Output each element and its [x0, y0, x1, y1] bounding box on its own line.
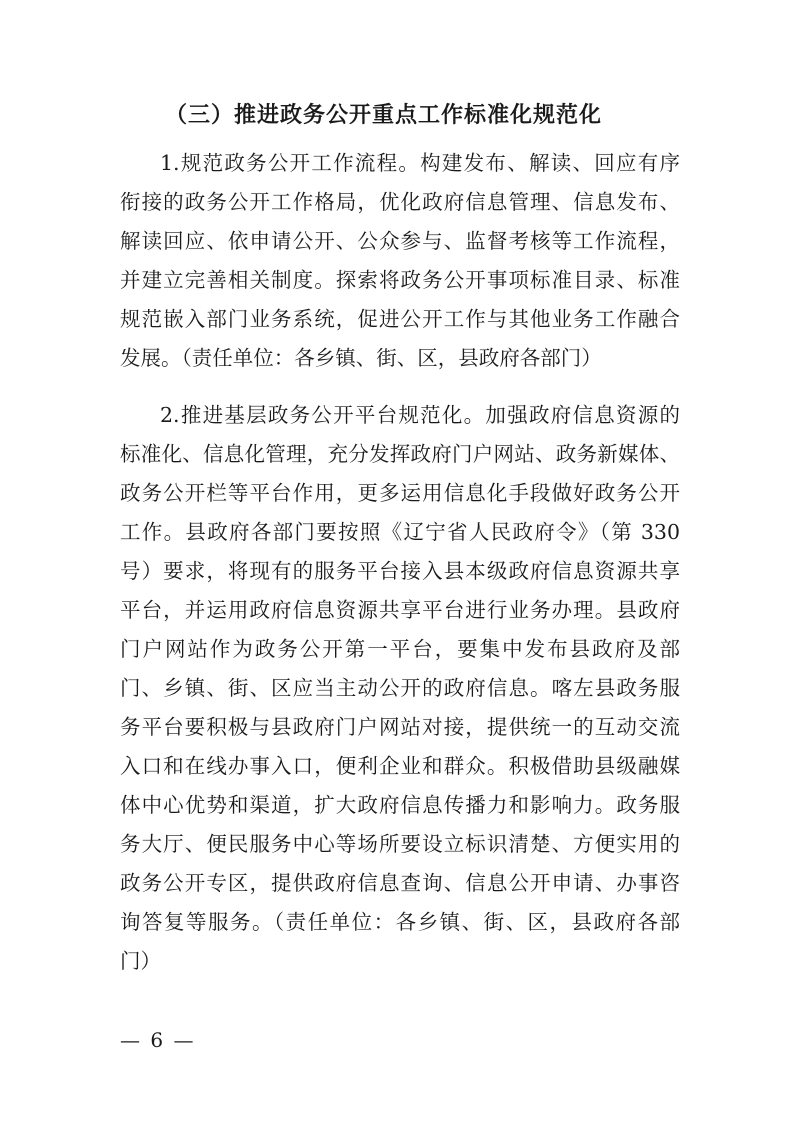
paragraph-2-line-10: 入口和在线办事入口，便利企业和群众。积极借助县级融媒: [120, 754, 680, 778]
paragraph-1-line-2: 衔接的政务公开工作格局，优化政府信息管理、信息发布、: [120, 190, 680, 214]
paragraph-2-line-9: 务平台要积极与县政府门户网站对接，提供统一的互动交流: [120, 715, 680, 739]
page-number: — 6 —: [120, 1028, 196, 1052]
paragraph-2-line-12: 务大厅、便民服务中心等场所要设立标识清楚、方便实用的: [120, 832, 680, 856]
paragraph-2-line-4: 工作。县政府各部门要按照《辽宁省人民政府令》（第 330: [120, 520, 680, 544]
paragraph-2-line-1: 2.推进基层政务公开平台规范化。加强政府信息资源的: [160, 403, 680, 427]
paragraph-1-line-3: 解读回应、依申请公开、公众参与、监督考核等工作流程，: [120, 229, 680, 253]
paragraph-2-line-3: 政务公开栏等平台作用，更多运用信息化手段做好政务公开: [120, 481, 680, 505]
paragraph-2-line-15: 门）: [120, 949, 161, 973]
paragraph-2-line-13: 政务公开专区，提供政府信息查询、信息公开申请、办事咨: [120, 871, 680, 895]
paragraph-2-line-7: 门户网站作为政务公开第一平台，要集中发布县政府及部: [120, 637, 680, 661]
paragraph-2-line-6: 平台，并运用政府信息资源共享平台进行业务办理。县政府: [120, 598, 680, 622]
paragraph-2-line-11: 体中心优势和渠道，扩大政府信息传播力和影响力。政务服: [120, 793, 680, 817]
section-heading: （三）推进政务公开重点工作标准化规范化: [165, 103, 603, 128]
paragraph-2-line-14: 询答复等服务。（责任单位：各乡镇、街、区，县政府各部: [120, 910, 680, 934]
paragraph-2-line-8: 门、乡镇、街、区应当主动公开的政府信息。喀左县政务服: [120, 676, 680, 700]
paragraph-2-line-2: 标准化、信息化管理，充分发挥政府门户网站、政务新媒体、: [120, 442, 680, 466]
paragraph-1-line-4: 并建立完善相关制度。探索将政务公开事项标准目录、标准: [120, 268, 680, 292]
paragraph-2-line-5: 号）要求，将现有的服务平台接入县本级政府信息资源共享: [120, 559, 680, 583]
paragraph-1-line-5: 规范嵌入部门业务系统，促进公开工作与其他业务工作融合: [120, 307, 680, 331]
paragraph-1-line-6: 发展。（责任单位：各乡镇、街、区，县政府各部门）: [120, 346, 602, 370]
paragraph-1-line-1: 1.规范政务公开工作流程。构建发布、解读、回应有序: [160, 151, 680, 175]
